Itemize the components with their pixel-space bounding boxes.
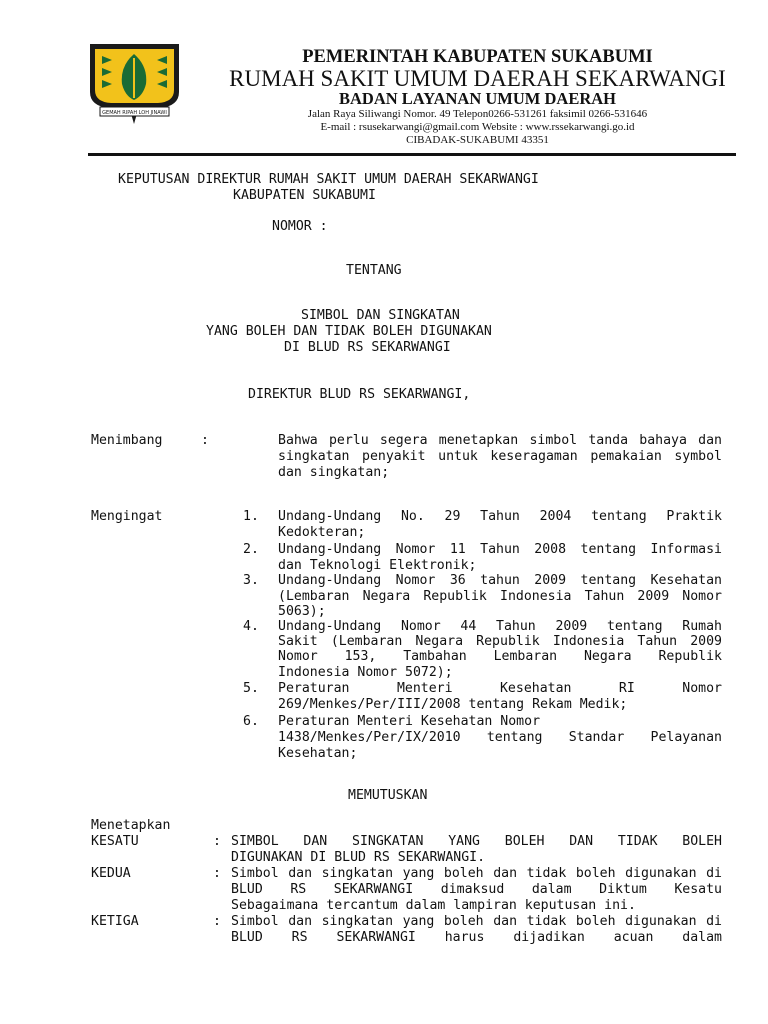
mengingat-line: Undang-Undang Nomor 36 tahun 2009 tentang Kesehatan bbox=[278, 573, 722, 588]
subject-line2: YANG BOLEH DAN TIDAK BOLEH DIGUNAKAN bbox=[206, 324, 492, 339]
mengingat-number: 6. bbox=[243, 714, 259, 729]
dictum-line: SIMBOL DAN SINGKATAN YANG BOLEH DAN TIDAK BOLEH bbox=[231, 834, 722, 849]
dictum-line: Simbol dan singkatan yang boleh dan tidak boleh digunakan di bbox=[231, 914, 722, 929]
mengingat-number: 5. bbox=[243, 681, 259, 696]
regency-logo bbox=[88, 42, 181, 126]
dictum-line: BLUD RS SEKARWANGI harus dijadikan acuan dalam bbox=[231, 930, 722, 945]
dictum-line: BLUD RS SEKARWANGI dimaksud dalam Diktum Kesatu bbox=[231, 882, 722, 897]
dictum-colon: : bbox=[213, 914, 221, 929]
mengingat-line: dan Teknologi Elektronik; bbox=[278, 558, 477, 573]
mengingat-line: Nomor 153, Tambahan Lembaran Negara Republik bbox=[278, 649, 722, 664]
mengingat-line: Kesehatan; bbox=[278, 746, 358, 761]
mengingat-line: Kedokteran; bbox=[278, 525, 366, 540]
mengingat-line: Sakit (Lembaran Negara Republik Indonesia Tahun 2009 bbox=[278, 634, 722, 649]
memutuskan-heading: MEMUTUSKAN bbox=[348, 788, 428, 803]
tentang-heading: TENTANG bbox=[346, 263, 402, 278]
dictum-line: DIGUNAKAN DI BLUD RS SEKARWANGI. bbox=[231, 850, 486, 865]
mengingat-line: Undang-Undang Nomor 44 Tahun 2009 tentang Rumah bbox=[278, 619, 722, 634]
mengingat-line: Undang-Undang No. 29 Tahun 2004 tentang Praktik bbox=[278, 509, 722, 524]
mengingat-line: Peraturan Menteri Kesehatan Nomor bbox=[278, 714, 541, 729]
mengingat-line: 1438/Menkes/Per/IX/2010 tentang Standar Pelayanan bbox=[278, 730, 722, 745]
mengingat-number: 3. bbox=[243, 573, 259, 588]
decree-title-line1: KEPUTUSAN DIREKTUR RUMAH SAKIT UMUM DAERAH SEKARWANGI bbox=[118, 172, 539, 187]
mengingat-line: Peraturan Menteri Kesehatan RI Nomor bbox=[278, 681, 722, 696]
mengingat-label: Mengingat bbox=[91, 509, 163, 524]
dictum-label-ketiga: KETIGA bbox=[91, 914, 139, 929]
logo-motto: GEMAH RIPAH LOH JINAWI bbox=[102, 110, 167, 116]
menetapkan-label: Menetapkan bbox=[91, 818, 171, 833]
menimbang-colon: : bbox=[201, 433, 209, 448]
dictum-label-kesatu: KESATU bbox=[91, 834, 139, 849]
mengingat-line: 269/Menkes/Per/III/2008 tentang Rekam Medik; bbox=[278, 697, 628, 712]
decree-title-line2: KABUPATEN SUKABUMI bbox=[233, 188, 376, 203]
letterhead-divider bbox=[88, 153, 736, 156]
mengingat-line: 5063); bbox=[278, 604, 326, 619]
subject-line3: DI BLUD RS SEKARWANGI bbox=[284, 340, 451, 355]
menimbang-line: singkatan penyakit untuk keseragaman pemakaian symbol bbox=[278, 449, 722, 464]
mengingat-number: 2. bbox=[243, 542, 259, 557]
dictum-line: Simbol dan singkatan yang boleh dan tidak boleh digunakan di bbox=[231, 866, 722, 881]
address-line: Jalan Raya Siliwangi Nomor. 49 Telepon0266-531261 faksimil 0266-531646 bbox=[307, 108, 648, 120]
mengingat-number: 4. bbox=[243, 619, 259, 634]
dictum-label-kedua: KEDUA bbox=[91, 866, 131, 881]
agency-name: BADAN LAYANAN UMUM DAERAH bbox=[339, 89, 616, 108]
decree-number: NOMOR : bbox=[272, 219, 328, 234]
mengingat-line: (Lembaran Negara Republik Indonesia Tahun 2009 Nomor bbox=[278, 589, 722, 604]
city-line: CIBADAK-SUKABUMI 43351 bbox=[406, 134, 549, 146]
dictum-colon: : bbox=[213, 834, 221, 849]
hospital-name: RUMAH SAKIT UMUM DAERAH SEKARWANGI bbox=[229, 66, 726, 91]
contact-line: E-mail : rsusekarwangi@gmail.com Website : www.rssekarwangi.go.id bbox=[320, 121, 635, 133]
government-name: PEMERINTAH KABUPATEN SUKABUMI bbox=[302, 47, 653, 67]
director-heading: DIREKTUR BLUD RS SEKARWANGI, bbox=[248, 387, 471, 402]
menimbang-line: Bahwa perlu segera menetapkan simbol tanda bahaya dan bbox=[278, 433, 722, 448]
menimbang-label: Menimbang bbox=[91, 433, 163, 448]
dictum-line: Sebagaimana tercantum dalam lampiran keputusan ini. bbox=[231, 898, 636, 913]
menimbang-line: dan singkatan; bbox=[278, 465, 390, 480]
subject-line1: SIMBOL DAN SINGKATAN bbox=[301, 308, 460, 323]
mengingat-line: Undang-Undang Nomor 11 Tahun 2008 tentang Informasi bbox=[278, 542, 722, 557]
mengingat-line: Indonesia Nomor 5072); bbox=[278, 665, 453, 680]
mengingat-number: 1. bbox=[243, 509, 259, 524]
dictum-colon: : bbox=[213, 866, 221, 881]
